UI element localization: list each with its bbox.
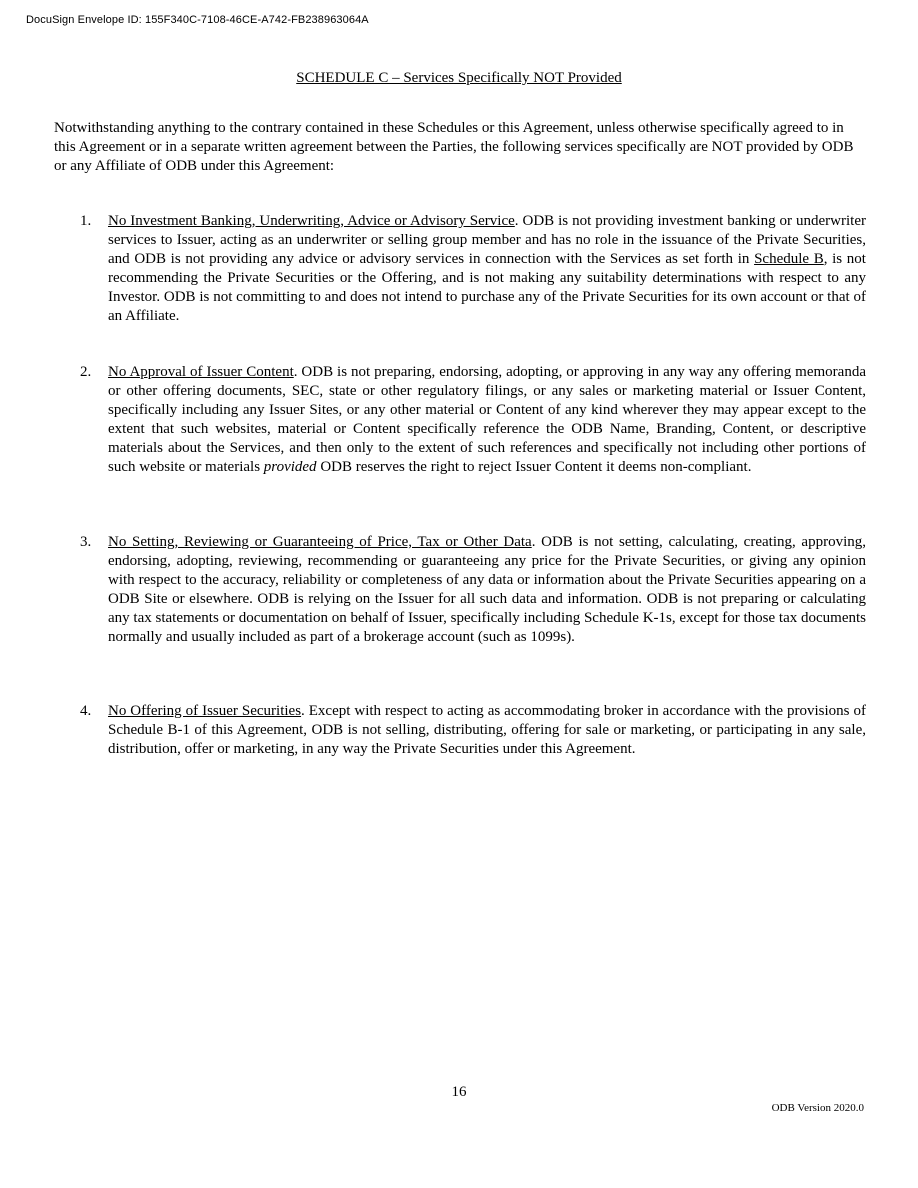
item-text-continued: , is not recommending the Private Securities or the Offering, and is not making any suitability determinations with respect to any Investor. ODB is not committing to and does not intend to purchase any of the Private Securities for its own account or that of an Affiliate. xyxy=(108,251,866,324)
item-body xyxy=(108,212,866,326)
item-body xyxy=(108,702,866,759)
item-text: . Except with respect to acting as accommodating broker in accordance with the provisions of Schedule B-1 of this Agreement, ODB is not selling, distributing, offering for sale or marketing, or participating in any sale, distribution, offer or marketing, in any way the Private Securities under this Agreement. xyxy=(108,703,866,757)
item-body xyxy=(108,533,866,647)
item-number: 4. xyxy=(80,703,92,719)
schedule-reference: Schedule B xyxy=(754,251,824,267)
list-item xyxy=(80,363,866,477)
page-number: 16 xyxy=(451,1084,467,1100)
list-item xyxy=(80,212,866,326)
item-number: 2. xyxy=(80,364,92,380)
item-text: . ODB is not setting, calculating, creating, approving, endorsing, adopting, reviewing, recommending or guaranteeing any price for the Private Securities, or giving any opinion with respect to the accuracy, reliability or completeness of any data or information about the Private Securities appearing on a ODB Site or elsewhere. ODB is relying on the Issuer for all such data and information. ODB is not preparing or calculating any tax statements or documentation on behalf of Issuer, specifically including Schedule K-1s, except for those tax documents normally and usually included as part of a brokerage account (such as 1099s). xyxy=(108,534,866,645)
item-number: 1. xyxy=(80,213,92,229)
item-heading: No Setting, Reviewing or Guaranteeing of Price, Tax or Other Data xyxy=(108,534,532,550)
list-item xyxy=(80,533,866,647)
item-heading: No Approval of Issuer Content xyxy=(108,364,294,380)
item-heading: No Investment Banking, Underwriting, Advice or Advisory Service xyxy=(108,213,515,229)
item-text: . ODB is not providing investment banking or underwriter services to Issuer, acting as an underwriter or selling group member and has no role in the issuance of the Private Securities, and ODB is not providing any advice or advisory services in connection with the Services as set forth in xyxy=(108,213,866,267)
item-heading: No Offering of Issuer Securities xyxy=(108,703,302,719)
item-number: 3. xyxy=(80,534,92,550)
item-text: . ODB is not preparing, endorsing, adopting, or approving in any way any offering memoranda or other offering documents, SEC, state or other regulatory filings, or any sales or marketing material or Issuer Content, specifically including any Issuer Sites, or any other material or Content of any kind wherever they may appear except to the extent that such websites, material or Content specifically reference the ODB Name, Branding, Content, or descriptive materials about the Services, and then only to the extent of such references and specifically not including other portions of such website or materials xyxy=(108,364,866,475)
page-title: SCHEDULE C – Services Specifically NOT Provided xyxy=(296,70,622,86)
intro-paragraph: Notwithstanding anything to the contrary contained in these Schedules or this Agreement, unless otherwise specifically agreed to in this Agreement or in a separate written agreement between the Parties, the following services specifically are NOT provided by ODB or any Affiliate of ODB under this Agreement: xyxy=(54,120,854,174)
list-item xyxy=(80,702,866,759)
version-label: ODB Version 2020.0 xyxy=(771,1102,864,1114)
item-body xyxy=(108,363,866,477)
envelope-id: DocuSign Envelope ID: 155F340C-7108-46CE-A742-FB238963064A xyxy=(26,14,369,26)
item-text-continued: ODB reserves the right to reject Issuer Content it deems non-compliant. xyxy=(316,459,752,475)
emphasis-text: provided xyxy=(263,459,317,475)
